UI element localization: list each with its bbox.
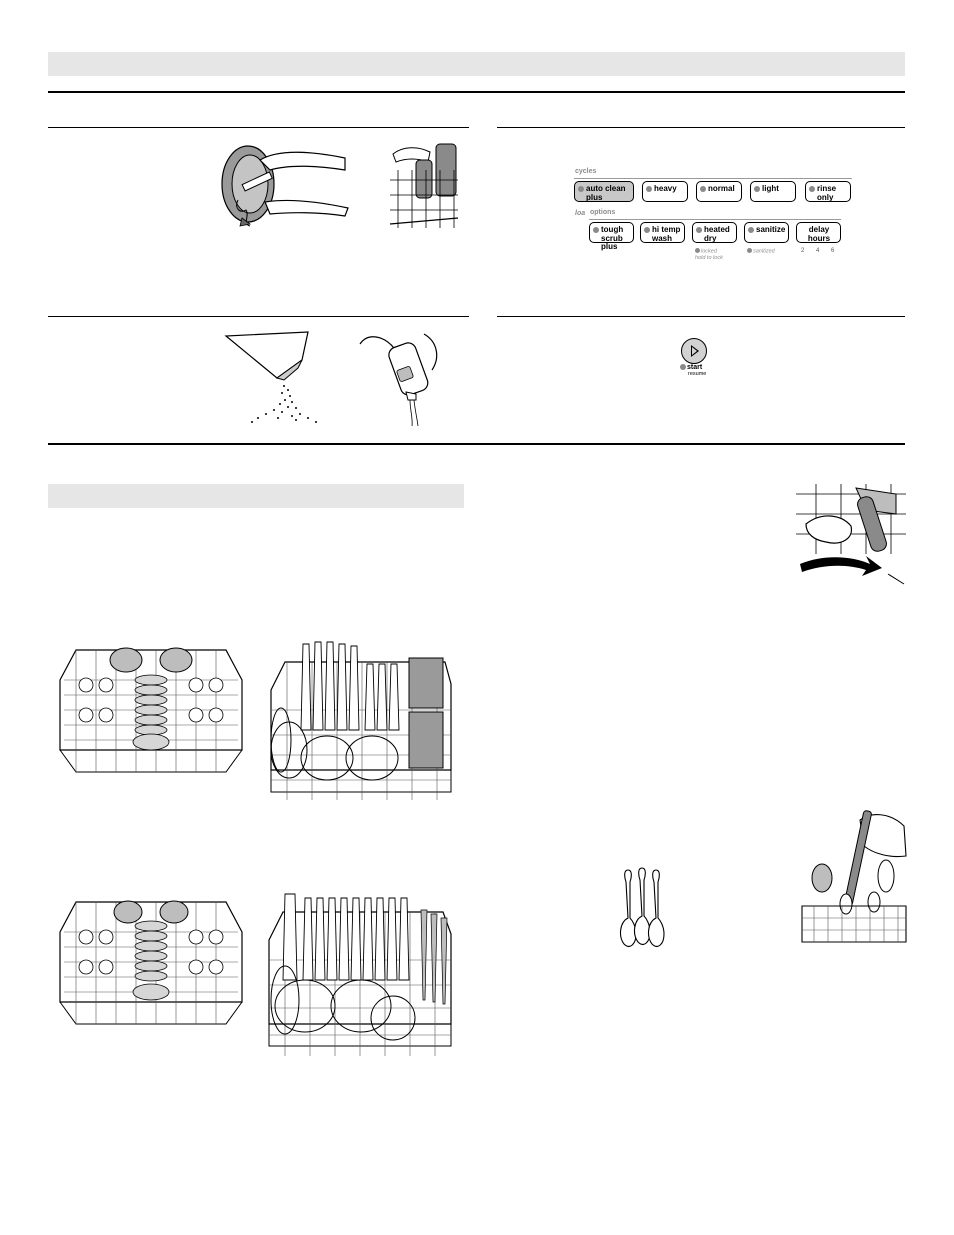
upper-rack-loading-illustration-1 <box>56 640 246 778</box>
lower-rack-loading-illustration-2 <box>265 890 455 1060</box>
cycle-rinse-only-button[interactable] <box>805 181 851 202</box>
options-label: options <box>590 209 616 216</box>
cycle-heavy-button[interactable] <box>642 181 688 202</box>
light-indicator-light <box>754 186 760 192</box>
locked-label: locked <box>701 248 717 255</box>
cycle-heavy-label: heavy <box>654 184 677 193</box>
cycle-auto-clean-plus-label: auto clean plus <box>586 184 626 202</box>
delay-2-hours: 2 <box>801 248 805 254</box>
cycle-normal-button[interactable] <box>696 181 742 202</box>
scrape-plate-illustration <box>220 140 350 230</box>
top-section-header-bar <box>48 52 905 76</box>
cycle-light-button[interactable] <box>750 181 796 202</box>
hold-to-lock-label: hold to lock <box>695 254 723 261</box>
options-divider <box>589 219 841 220</box>
start-label: start <box>687 364 703 371</box>
option-hi-temp-wash-label: hi temp wash <box>652 225 681 243</box>
option-hi-temp-wash-button[interactable] <box>640 222 685 243</box>
option-heated-dry-button[interactable] <box>692 222 737 243</box>
sanitized-label: sanitized <box>753 248 775 255</box>
heated-dry-indicator-light <box>696 227 702 233</box>
sanitized-status <box>747 248 775 255</box>
pour-powder-detergent-illustration <box>222 330 322 425</box>
cycle-light-label: light <box>762 184 779 193</box>
bottom-rule <box>48 443 905 445</box>
option-delay-hours-label: delay hours <box>807 225 831 243</box>
cycle-rinse-only-label: rinse only <box>817 184 837 202</box>
top-rule <box>48 91 905 93</box>
start-indicator-light <box>680 364 686 370</box>
start-resume-label <box>680 364 706 378</box>
hi-temp-wash-indicator-light <box>644 227 650 233</box>
loading-section-header-bar <box>48 484 464 508</box>
normal-indicator-light <box>700 186 706 192</box>
locked-indicator-light <box>695 248 700 253</box>
option-sanitize-button[interactable] <box>744 222 789 243</box>
auto-clean-plus-indicator-light <box>578 186 584 192</box>
locked-status <box>695 248 723 261</box>
adjust-rack-tine-illustration <box>796 484 906 590</box>
cycle-auto-clean-plus-button[interactable] <box>574 181 634 202</box>
load-glasses-illustration <box>388 140 460 230</box>
sanitized-indicator-light <box>747 248 752 253</box>
tough-scrub-plus-indicator-light <box>593 227 599 233</box>
spoons-nesting-illustration <box>614 866 670 952</box>
control-panel <box>572 166 857 266</box>
cycles-divider <box>574 178 852 179</box>
sanitize-indicator-light <box>748 227 754 233</box>
silverware-basket-illustration <box>800 806 908 944</box>
step-rule-left-2 <box>48 316 469 317</box>
start-resume-button[interactable] <box>681 338 707 364</box>
play-icon <box>691 345 699 357</box>
step-rule-left-1 <box>48 127 469 128</box>
option-sanitize-label: sanitize <box>756 225 786 234</box>
option-tough-scrub-plus-button[interactable] <box>589 222 634 251</box>
lower-rack-loading-illustration-1 <box>267 640 453 805</box>
option-heated-dry-label: heated dry <box>704 225 730 243</box>
step-rule-right-1 <box>497 127 905 128</box>
delay-6-hours: 6 <box>831 248 835 254</box>
pour-liquid-detergent-illustration <box>358 328 442 426</box>
step-rule-right-2 <box>497 316 905 317</box>
cycles-label: cycles <box>575 168 597 175</box>
resume-label: resume <box>688 371 707 377</box>
option-tough-scrub-plus-label: tough scrub plus <box>601 225 624 251</box>
heavy-indicator-light <box>646 186 652 192</box>
upper-rack-loading-illustration-2 <box>56 892 246 1030</box>
cycle-normal-label: normal <box>708 184 735 193</box>
rinse-only-indicator-light <box>809 186 815 192</box>
loading-label: loa <box>575 210 586 217</box>
delay-4-hours: 4 <box>816 248 820 254</box>
option-delay-hours-button[interactable] <box>796 222 841 243</box>
